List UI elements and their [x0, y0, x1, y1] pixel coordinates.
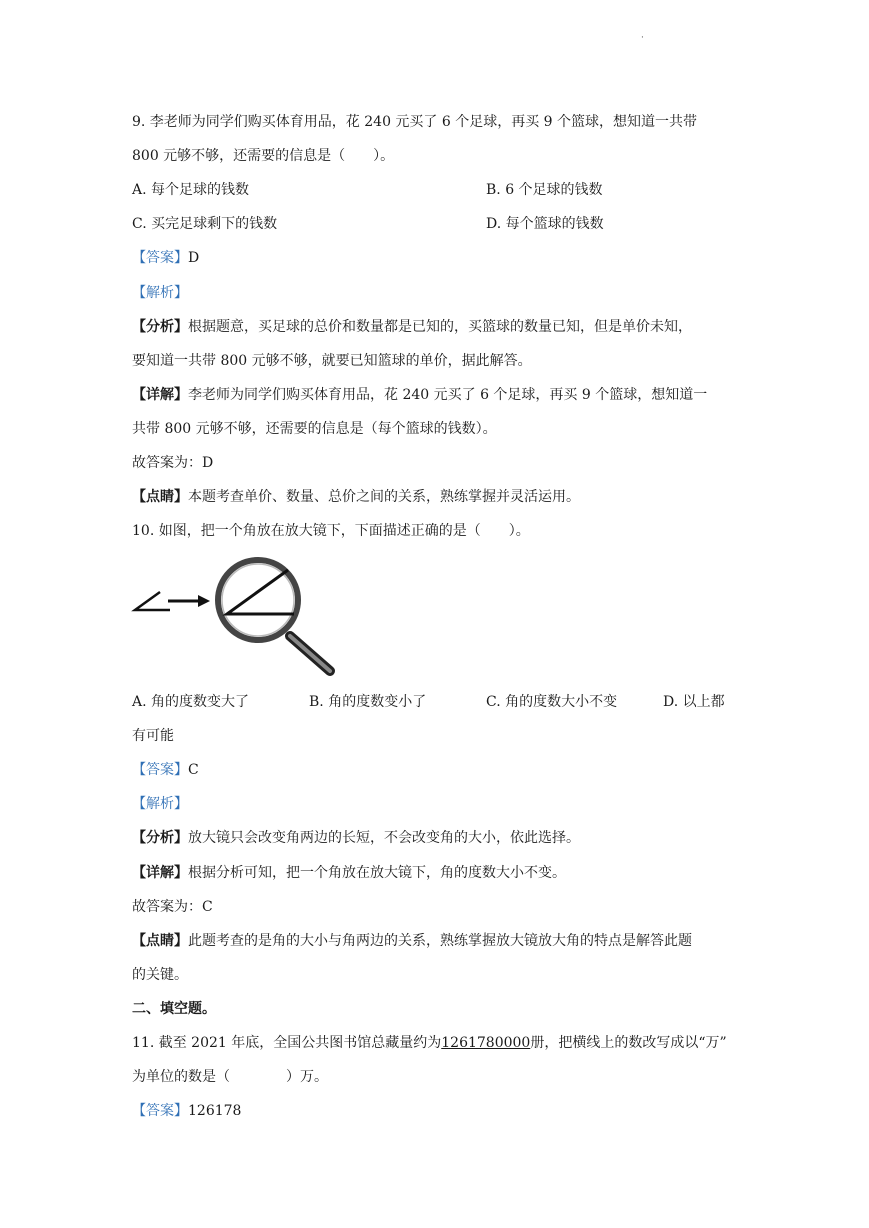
- answer-value: C: [188, 762, 199, 778]
- q9-option-c: C. 买完足球剩下的钱数: [132, 216, 278, 232]
- q10-dianjing-line1: [132, 931, 742, 951]
- q9-dianjing: [132, 487, 742, 507]
- q10-option-d-continued: 有可能: [132, 728, 174, 744]
- dianjing-text: 本题考查单价、数量、总价之间的关系，熟练掌握并灵活运用。: [188, 489, 580, 505]
- q10-option-c: C. 角的度数大小不变: [486, 694, 618, 710]
- q10-analysis: [132, 794, 742, 814]
- q9-stem-line2: 800 元够不够，还需要的信息是（ ）。: [132, 148, 395, 164]
- q11-stem-line1: [132, 1033, 742, 1053]
- analysis-tag: 【解析】: [132, 796, 188, 812]
- q10-conclusion: 故答案为：C: [132, 899, 213, 915]
- q9-answer: [132, 248, 742, 268]
- q10-answer: [132, 760, 742, 780]
- q9-stem-line1: 9. 李老师为同学们购买体育用品，花 240 元买了 6 个足球，再买 9 个篮球，想知道一共带: [132, 114, 698, 130]
- q9-option-a: A. 每个足球的钱数: [132, 182, 250, 198]
- xiangjie-text: 李老师为同学们购买体育用品，花 240 元买了 6 个足球，再买 9 个篮球，想知道一: [188, 387, 708, 403]
- fenxi-text: 放大镜只会改变角两边的长短，不会改变角的大小，依此选择。: [188, 830, 580, 846]
- q11-underlined-number: 1261780000: [441, 1035, 531, 1051]
- answer-tag: 【答案】: [132, 762, 188, 778]
- analysis-tag: 【解析】: [132, 285, 188, 301]
- q9-xiangjie-line2: 共带 800 元够不够，还需要的信息是（每个篮球的钱数）。: [132, 421, 497, 437]
- answer-tag: 【答案】: [132, 250, 188, 266]
- q10-option-d: D. 以上都: [663, 694, 725, 710]
- q10-option-b: B. 角的度数变小了: [309, 694, 427, 710]
- magnifier-angle-figure: [130, 552, 340, 682]
- q9-xiangjie-line1: [132, 385, 742, 405]
- dianjing-tag: 【点睛】: [132, 933, 188, 949]
- answer-value: D: [188, 250, 200, 266]
- q9-option-b: B. 6 个足球的钱数: [486, 182, 603, 198]
- q10-stem: 10. 如图，把一个角放在放大镜下，下面描述正确的是（ ）。: [132, 523, 530, 539]
- q9-fenxi-line1: [132, 317, 742, 337]
- fenxi-tag: 【分析】: [132, 830, 188, 846]
- q10-option-a: A. 角的度数变大了: [132, 694, 250, 710]
- q11-stem-line2: 为单位的数是（ ）万。: [132, 1069, 328, 1085]
- answer-value: 126178: [188, 1103, 242, 1119]
- xiangjie-text: 根据分析可知，把一个角放在放大镜下，角的度数大小不变。: [188, 865, 566, 881]
- fenxi-text: 根据题意，买足球的总价和数量都是已知的，买篮球的数量已知，但是单价未知，: [188, 319, 692, 335]
- dianjing-text: 此题考查的是角的大小与角两边的关系，熟练掌握放大镜放大角的特点是解答此题: [188, 933, 692, 949]
- q9-analysis: [132, 283, 742, 303]
- q9-fenxi-line2: 要知道一共带 800 元够不够，就要已知篮球的单价，据此解答。: [132, 353, 532, 369]
- xiangjie-tag: 【详解】: [132, 387, 188, 403]
- q10-xiangjie: [132, 863, 742, 883]
- q9-conclusion: 故答案为：D: [132, 455, 214, 471]
- fenxi-tag: 【分析】: [132, 319, 188, 335]
- xiangjie-tag: 【详解】: [132, 865, 188, 881]
- q11-stem-pre: 11. 截至 2021 年底，全国公共图书馆总藏量约为: [132, 1035, 442, 1051]
- q10-dianjing-line2: 的关键。: [132, 967, 188, 983]
- q10-fenxi: [132, 828, 742, 848]
- q11-stem-post: 册，把横线上的数改写成以“万”: [530, 1035, 727, 1051]
- section-title: 二、填空题。: [132, 1001, 216, 1017]
- q9-option-d: D. 每个篮球的钱数: [486, 216, 604, 232]
- answer-tag: 【答案】: [132, 1103, 188, 1119]
- small-angle: [135, 592, 170, 610]
- arrow-icon: [168, 595, 210, 607]
- q11-answer: [132, 1101, 742, 1121]
- header-dot: ·: [641, 33, 644, 43]
- dianjing-tag: 【点睛】: [132, 489, 188, 505]
